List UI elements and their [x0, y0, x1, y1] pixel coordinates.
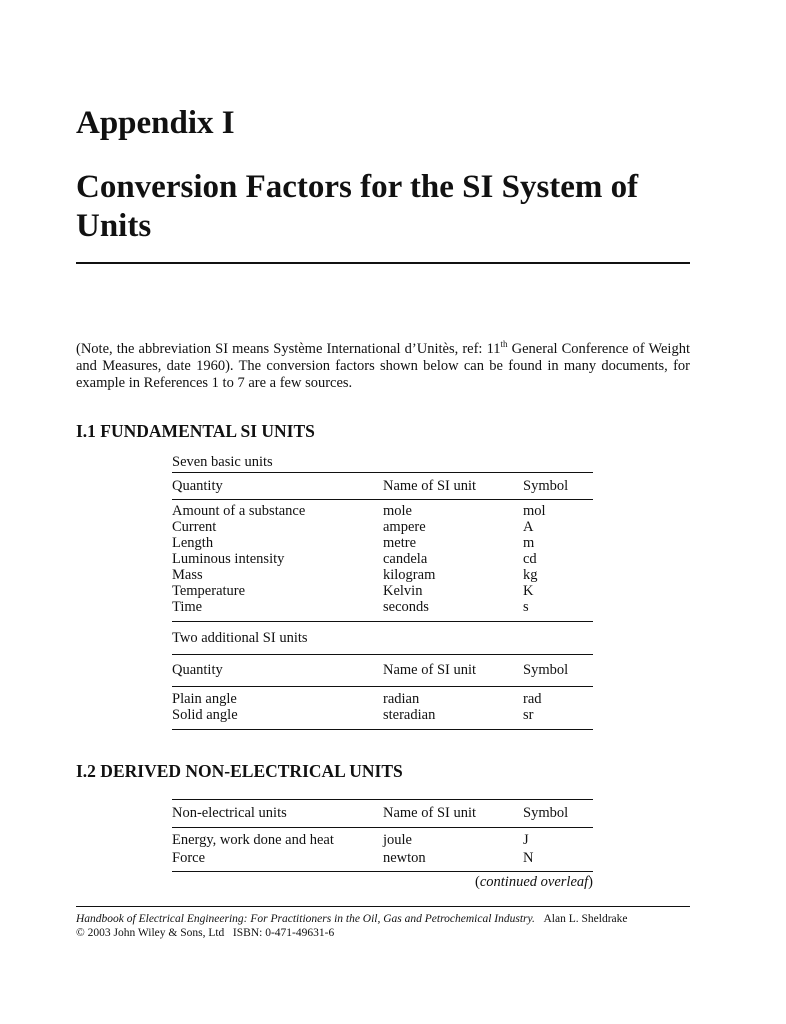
header-symbol: Symbol [523, 478, 569, 494]
note-text-end: General Conference of Weight and Measures, date 1960). The conversion factors shown below can be found in many documents, for example in References 1 to 7 are a few sources. [76, 341, 690, 391]
cell-quantity: Length [172, 535, 214, 551]
footer-copyright: © 2003 John Wiley & Sons, Ltd ISBN: 0-471-49631-6 [76, 927, 335, 939]
table-row [172, 849, 593, 867]
cell-quantity: Current [172, 519, 217, 535]
cell-quantity: Solid angle [172, 707, 238, 723]
title-rule [76, 262, 690, 264]
cell-quantity: Temperature [172, 583, 246, 599]
cell-unit-name: ampere [383, 519, 426, 535]
cell-symbol: J [523, 832, 529, 848]
cell-symbol: s [523, 599, 529, 615]
cell-symbol: mol [523, 503, 546, 519]
intro-note [76, 341, 690, 392]
cell-quantity: Time [172, 599, 203, 615]
section-heading-derived: I.2 DERIVED NON-ELECTRICAL UNITS [76, 761, 403, 781]
table-caption: Seven basic units [172, 454, 273, 470]
cell-symbol: N [523, 850, 534, 866]
continued-text: continued overleaf [479, 874, 589, 890]
table-row [172, 707, 593, 723]
cell-quantity: Plain angle [172, 691, 237, 707]
appendix-label: Appendix I [76, 105, 235, 141]
table-header [172, 655, 593, 686]
fundamental-units-table [172, 452, 593, 730]
cell-unit-name: candela [383, 551, 428, 567]
table-row [172, 831, 593, 849]
cell-symbol: A [523, 519, 534, 535]
cell-unit-name: joule [383, 832, 412, 848]
header-unit-name: Name of SI unit [383, 478, 477, 494]
cell-quantity: Mass [172, 567, 203, 583]
table-row [172, 535, 593, 551]
cell-symbol: rad [523, 691, 542, 707]
page-title: Conversion Factors for the SI System of Units [76, 169, 639, 244]
cell-unit-name: seconds [383, 599, 429, 615]
header-symbol: Symbol [523, 662, 569, 678]
cell-quantity: Force [172, 850, 206, 866]
table-rule [172, 871, 593, 872]
cell-unit-name: Kelvin [383, 583, 423, 599]
cell-symbol: K [523, 583, 534, 599]
section-heading-fundamental: I.1 FUNDAMENTAL SI UNITS [76, 421, 315, 441]
footer-rule [76, 906, 690, 907]
cell-unit-name: radian [383, 691, 420, 707]
footer-book-title: Handbook of Electrical Engineering: For Practitioners in the Oil, Gas and Petrochemical Industry. [76, 913, 535, 925]
table-caption: Two additional SI units [172, 630, 308, 646]
table-row [172, 567, 593, 583]
cell-unit-name: metre [383, 535, 417, 551]
header-quantity: Quantity [172, 662, 223, 678]
table-row [172, 503, 593, 519]
derived-units-table [172, 799, 593, 872]
cell-symbol: kg [523, 567, 538, 583]
cell-symbol: sr [523, 707, 534, 723]
table-header [172, 800, 593, 827]
cell-unit-name: newton [383, 850, 426, 866]
page-footer [76, 912, 628, 940]
header-unit-name: Name of SI unit [383, 662, 477, 678]
header-unit-name: Name of SI unit [383, 805, 477, 821]
cell-symbol: m [523, 535, 535, 551]
table-header [172, 473, 593, 499]
table-rule [172, 729, 593, 730]
table-row [172, 599, 593, 615]
cell-quantity: Luminous intensity [172, 551, 285, 567]
cell-unit-name: steradian [383, 707, 436, 723]
footer-author: Alan L. Sheldrake [543, 913, 628, 925]
table-row [172, 691, 593, 707]
continued-note: (continued overleaf) [475, 874, 593, 890]
header-symbol: Symbol [523, 805, 569, 821]
table-row [172, 551, 593, 567]
table-row [172, 519, 593, 535]
cell-quantity: Amount of a substance [172, 503, 306, 519]
note-text-start: (Note, the abbreviation SI means Système International d’Unitès, ref: 11 [76, 341, 501, 357]
cell-quantity: Energy, work done and heat [172, 832, 334, 848]
table-row [172, 583, 593, 599]
header-quantity: Quantity [172, 478, 223, 494]
cell-unit-name: kilogram [383, 567, 436, 583]
cell-unit-name: mole [383, 503, 412, 519]
header-quantity: Non-electrical units [172, 805, 287, 821]
note-superscript: th [500, 339, 508, 350]
cell-symbol: cd [523, 551, 537, 567]
